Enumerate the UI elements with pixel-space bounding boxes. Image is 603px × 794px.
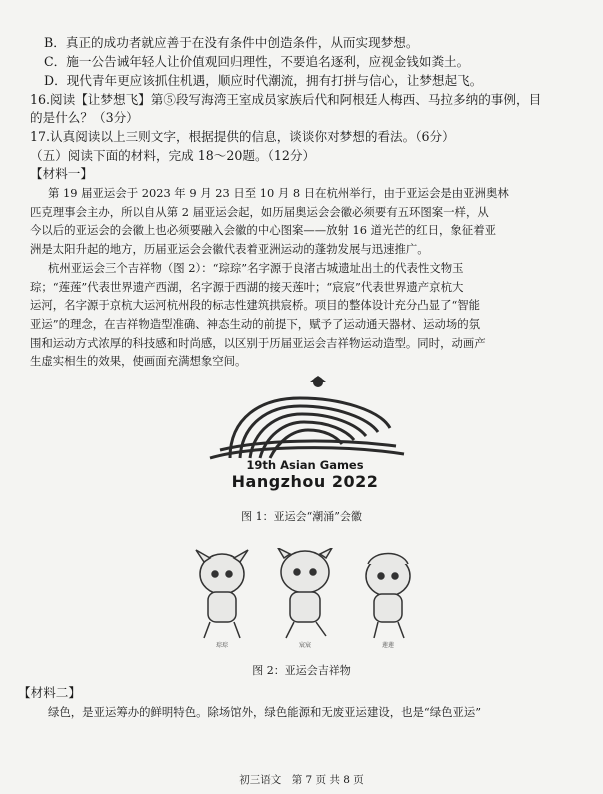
paragraph-2-line5: 围和运动方式浓厚的科技感和时尚感，以区别于历届亚运会吉祥物运动造型。同时，动画产 (30, 336, 486, 350)
asian-games-emblem (190, 370, 420, 496)
paragraph-2-line1: 杭州亚运会三个吉祥物（图 2）：“琮琮”名字源于良渚古城遗址出土的代表性文物玉 (48, 261, 464, 275)
figure-1-caption: 图 1：亚运会“潮涌”会徽 (241, 510, 362, 523)
page-footer: 初三语文 第 7 页 共 8 页 (239, 774, 364, 786)
paragraph-1-line3: 今以后的亚运会的会徽上也必须要融入会徽的中心图案——放射 16 道光芒的红日，象征着亚 (30, 223, 496, 237)
mascots-illustration (180, 548, 430, 658)
paragraph-1-line1: 第 19 届亚运会于 2023 年 9 月 23 日至 10 月 8 日在杭州举行，由于亚运会是由亚洲奥林 (48, 186, 509, 200)
emblem-waves-graphic (190, 370, 420, 460)
paragraph-2-line6: 生虚实相生的效果，使画面充满想象空间。 (30, 354, 247, 368)
emblem-text-line2: Hangzhou 2022 (231, 472, 379, 491)
mascot-name-1: 琮琮 (216, 642, 229, 649)
emblem-text-line1: 19th Asian Games (246, 458, 364, 472)
paragraph-2-line2: 琮；“莲莲”代表世界遗产西湖，名字源于西湖的接天莲叶；“宸宸”代表世界遗产京杭大 (30, 280, 464, 294)
paragraph-1-line4: 洲是太阳升起的地方，历届亚运会会徽代表着亚洲运动的蓬勃发展与迅速推广。 (30, 242, 429, 256)
option-d: D．现代青年更应该抓住机遇，顺应时代潮流，拥有打拼与信心，让梦想起飞。 (44, 73, 483, 88)
mascot-name-2: 宸宸 (299, 642, 312, 649)
option-b: B．真正的成功者就应善于在没有条件中创造条件，从而实现梦想。 (44, 35, 419, 50)
figure-2-caption: 图 2：亚运会吉祥物 (252, 664, 351, 677)
question-17: 17.认真阅读以上三则文字，根据提供的信息，谈谈你对梦想的看法。（6分） (30, 129, 455, 144)
material-1-label: 【材料一】 (30, 166, 93, 181)
paragraph-3-line1: 绿色，是亚运筹办的鲜明特色。除场馆外，绿色能源和无废亚运建设，也是“绿色亚运” (48, 705, 482, 719)
paragraph-1-line2: 匹克理事会主办，所以自从第 2 届亚运会起，如历届奥运会会徽必须要有五环图案一样，从 (30, 205, 489, 219)
material-2-label: 【材料二】 (18, 685, 81, 700)
mascots-graphic (180, 548, 430, 640)
option-c: C．施一公告诫年轻人让价值观回归理性，不要追名逐利，应视金钱如粪土。 (44, 54, 470, 69)
section-5-heading: （五）阅读下面的材料，完成 18～20题。（12分） (30, 148, 316, 163)
mascot-name-3: 莲莲 (382, 642, 395, 649)
paragraph-2-line3: 运河，名字源于京杭大运河杭州段的标志性建筑拱宸桥。项目的整体设计充分凸显了“智能 (30, 298, 481, 312)
question-16-line2: 的是什么？（3分） (30, 110, 139, 125)
question-16-line1: 16.阅读【让梦想飞】第⑤段写海湾王室成员家族后代和阿根廷人梅西、马拉多纳的事例，目 (30, 92, 542, 107)
paragraph-2-line4: 亚运”的理念，在吉祥物造型准确、神态生动的前提下，赋予了运动通天器材、运动场的氛 (30, 317, 481, 331)
